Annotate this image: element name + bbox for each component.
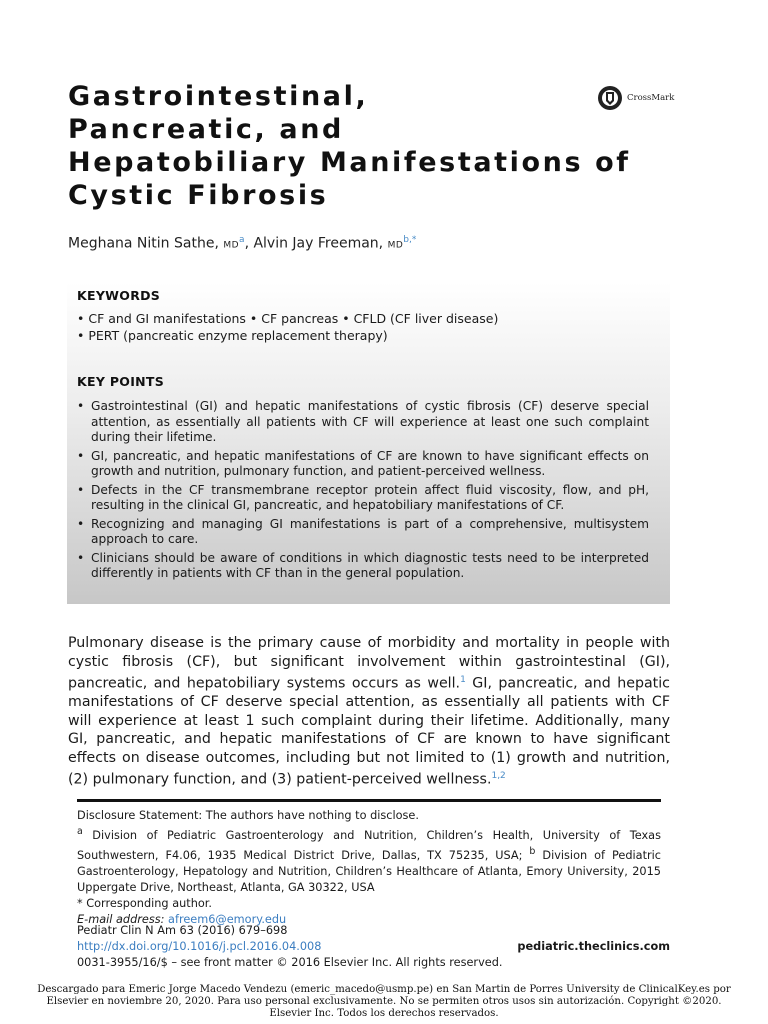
doi-link[interactable]: http://dx.doi.org/10.1016/j.pcl.2016.04.008 bbox=[77, 940, 322, 953]
key-points-list bbox=[77, 399, 649, 585]
footnotes bbox=[77, 808, 661, 928]
download-line: Descargado para Emeric Jorge Macedo Vendezu (emeric_macedo@usmp.pe) en San Martin de Porres University de ClinicalKey.es por bbox=[37, 984, 731, 995]
title-line: Cystic Fibrosis bbox=[68, 180, 329, 211]
key-point-item: • Recognizing and managing GI manifestations is part of a comprehensive, multisystem approach to care. bbox=[77, 517, 649, 548]
journal-info bbox=[77, 923, 670, 971]
email-link[interactable]: afreem6@emory.edu bbox=[168, 912, 287, 926]
key-point-item: • Defects in the CF transmembrane receptor protein affect fluid viscosity, flow, and pH, resulting in the clinical GI, pancreatic, and hepatobiliary manifestations of CF. bbox=[77, 483, 649, 514]
author-degree: MD bbox=[387, 240, 404, 251]
email-label: E-mail address: bbox=[77, 912, 165, 926]
download-notice bbox=[30, 984, 738, 1020]
footnote-divider bbox=[77, 799, 661, 802]
author-name: , Alvin Jay Freeman, bbox=[244, 235, 384, 252]
affiliation-text: Division of Pediatric Gastroenterology, Hepatology and Nutrition, Children’s Healthcare of Atlanta, Emory University, 2015 Uppergate Drive, Northeast, Atlanta, GA 30322, USA bbox=[77, 848, 661, 894]
corresponding-author: * Corresponding author. bbox=[77, 896, 212, 910]
affiliations bbox=[77, 824, 661, 896]
author-degree: MD bbox=[223, 240, 240, 251]
key-point-item: • GI, pancreatic, and hepatic manifestations of CF are known to have significant effects on growth and nutrition, pulmonary function, and patient-perceived wellness. bbox=[77, 449, 649, 480]
keywords-list bbox=[77, 310, 498, 344]
article-title bbox=[68, 80, 668, 212]
affiliation-marker: a bbox=[77, 826, 83, 837]
title-line: Pancreatic, and bbox=[68, 114, 344, 145]
affiliation-link[interactable]: b,* bbox=[403, 235, 417, 245]
disclosure-statement: Disclosure Statement: The authors have nothing to disclose. bbox=[77, 809, 419, 822]
download-line: Elsevier en noviembre 20, 2020. Para uso personal exclusivamente. No se permiten otros usos sin autorización. Copyright ©2020. bbox=[46, 996, 722, 1007]
crossmark-button[interactable] bbox=[597, 84, 677, 112]
title-line: Gastrointestinal, bbox=[68, 81, 369, 112]
crossmark-icon bbox=[597, 85, 623, 111]
journal-citation: Pediatr Clin N Am 63 (2016) 679–698 bbox=[77, 924, 288, 937]
affiliation-link[interactable]: a bbox=[239, 235, 245, 245]
body-text-part: Pulmonary disease is the primary cause of morbidity and mortality in people with cystic fibrosis (CF), but significant involvement within gastrointestinal (GI), pancreatic, and hepatobiliary systems occurs as well. bbox=[68, 635, 670, 692]
author-list bbox=[68, 235, 416, 252]
copyright-line: 0031-3955/16/$ – see front matter © 2016 Elsevier Inc. All rights reserved. bbox=[77, 956, 503, 969]
title-line: Hepatobiliary Manifestations of bbox=[68, 147, 631, 178]
author-name: Meghana Nitin Sathe, bbox=[68, 235, 219, 252]
keywords-line: • PERT (pancreatic enzyme replacement therapy) bbox=[77, 328, 388, 343]
crossmark-label: CrossMark bbox=[627, 93, 675, 103]
affiliation-text: Division of Pediatric Gastroenterology and Nutrition, Children’s Health, University of Texas Southwestern, F4.06, 1935 Medical District Drive, Dallas, TX 75235, USA; bbox=[77, 828, 661, 862]
download-line: Elsevier Inc. Todos los derechos reservados. bbox=[269, 1008, 499, 1019]
reference-link[interactable]: 1 bbox=[460, 675, 466, 685]
body-text-part: GI, pancreatic, and hepatic manifestations of CF deserve special attention, as essentially all patients with CF will experience at least 1 such complaint during their lifetime. Additionally, many GI, pancreatic, and hepatic manifestations of CF are known to have significant effects on disease outcomes, including but not limited to (1) growth and nutrition, (2) pulmonary function, and (3) patient-perceived wellness. bbox=[68, 675, 670, 788]
reference-link[interactable]: 1,2 bbox=[491, 771, 506, 782]
key-point-item: • Gastrointestinal (GI) and hepatic manifestations of cystic fibrosis (CF) deserve special attention, as essentially all patients with CF will experience at least one such complaint during their lifetime. bbox=[77, 399, 649, 446]
keywords-line: • CF and GI manifestations • CF pancreas • CFLD (CF liver disease) bbox=[77, 311, 499, 326]
journal-site: pediatric.theclinics.com bbox=[517, 940, 670, 953]
doi-row bbox=[77, 939, 670, 955]
affiliation-marker: b bbox=[529, 845, 536, 857]
key-points-heading: KEY POINTS bbox=[77, 374, 165, 389]
key-point-item: • Clinicians should be aware of conditions in which diagnostic tests need to be interpreted differently in patients with CF than in the general population. bbox=[77, 551, 649, 582]
body-paragraph bbox=[68, 634, 670, 789]
keywords-keypoints-box bbox=[67, 282, 670, 604]
keywords-heading: KEYWORDS bbox=[77, 288, 161, 303]
